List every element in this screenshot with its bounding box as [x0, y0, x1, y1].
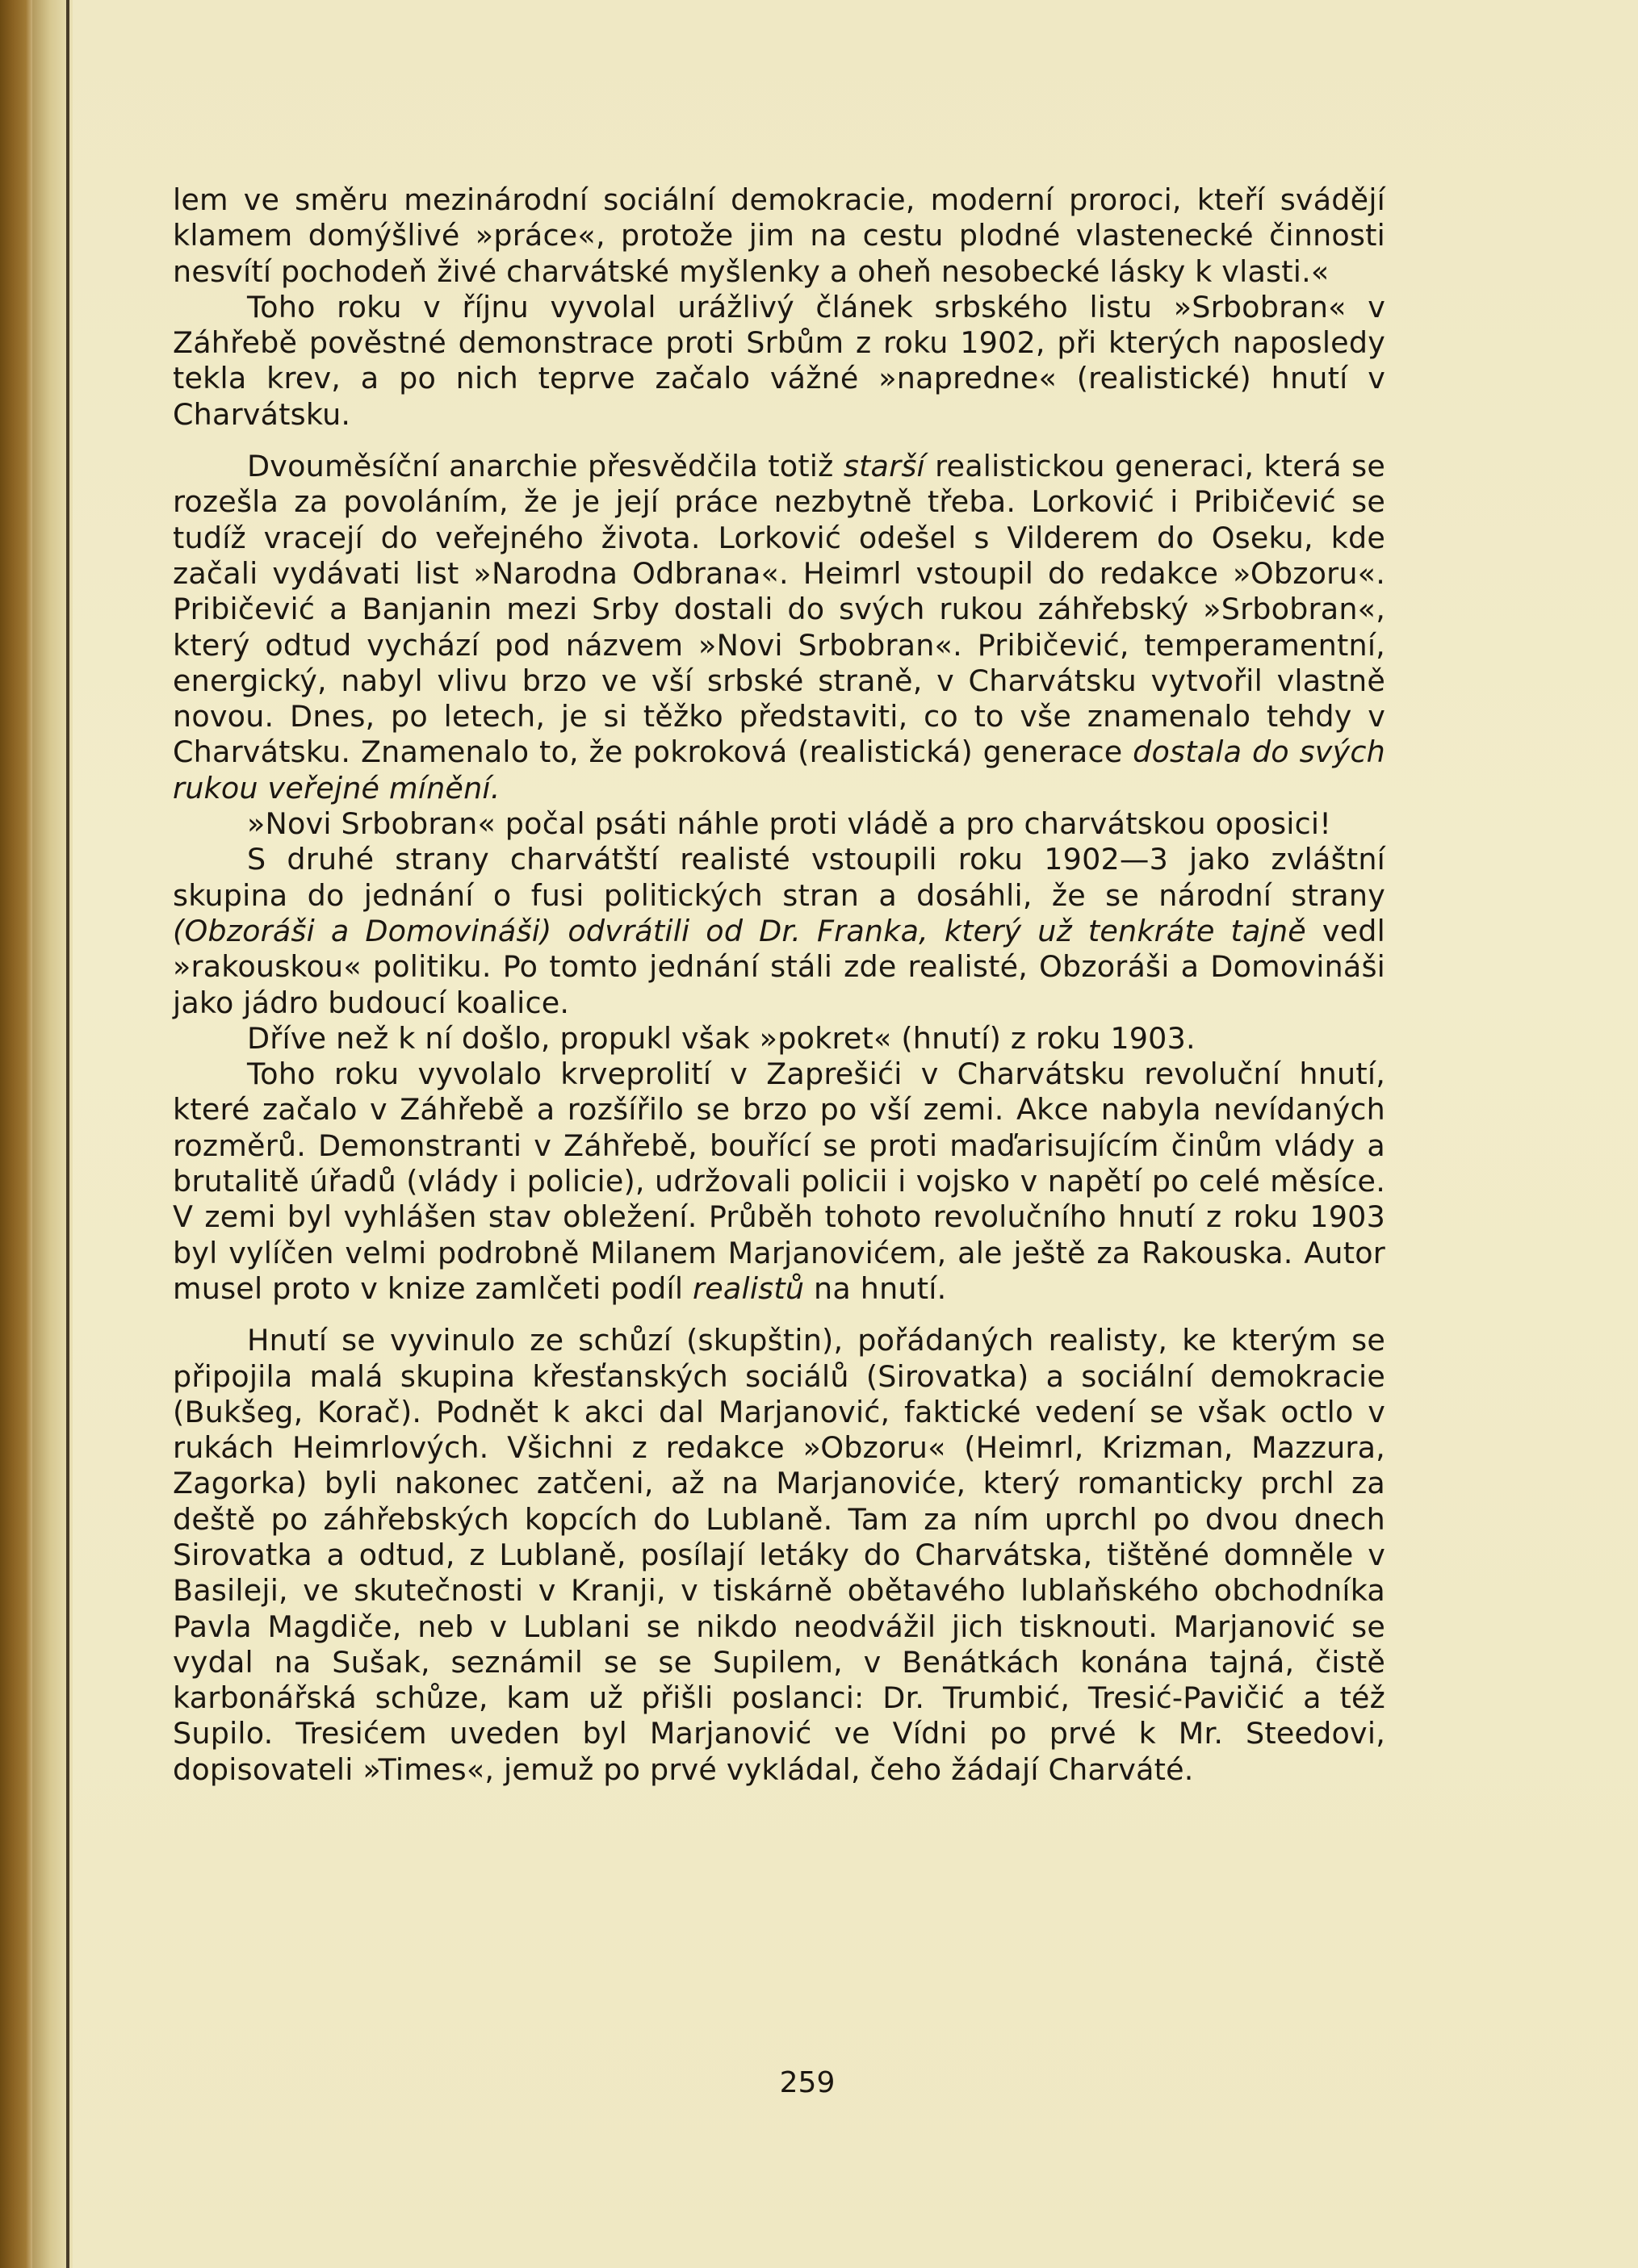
paragraph-text: Toho roku v říjnu vyvolal urážlivý článek srbského listu »Srbobran« v Záhřebě pověstné demonstrace proti Srbům z roku 1902, při kterých naposledy tekla krev, a po nich teprve začalo vážné »napredne« (realistické) hnutí v Charvátsku. — [173, 289, 1385, 432]
emphasis-text: (Obzoráši a Domovináši) odvrátili od Dr. Franka, který už tenkráte tajně — [173, 913, 1306, 948]
book-binding — [0, 0, 32, 2268]
paragraph-text: Dvouměsíční anarchie přesvědčila totiž — [247, 449, 844, 484]
paragraph — [173, 1057, 1385, 1307]
page-text-block — [173, 182, 1385, 1788]
paragraph-text: S druhé strany charvátští realisté vstoupili roku 1902—3 jako zvláštní skupina do jednání o fusi politických stran a dosáhli, že se národní strany — [173, 842, 1385, 913]
paragraph-text: Toho roku vyvolalo krveprolití v Zaprešići v Charvátsku revoluční hnutí, které začalo v Záhřebě a rozšířilo se brzo po vší zemi. Akce nabyla nevídaných rozměrů. Demonstranti v Záhřebě, bouřící se proti maďarisujícím činům vlády a brutalitě úřadů (vlády i policie), udržovali policii i vojsko v napětí po celé měsíce. V zemi byl vyhlášen stav obležení. Průběh tohoto revolučního hnutí z roku 1903 byl vylíčen velmi podrobně Milanem Marjanovićem, ale ještě za Rakouska. Autor musel proto v knize zamlčeti podíl — [173, 1057, 1385, 1306]
paragraph — [173, 449, 1385, 806]
paragraph-text: Dříve než k ní došlo, propukl však »pokret« (hnutí) z roku 1903. — [247, 1020, 1196, 1056]
gutter-line — [66, 0, 69, 2268]
paragraph — [173, 290, 1385, 433]
paragraph — [173, 842, 1385, 1020]
paragraph-text: vedl »rakouskou« politiku. Po tomto jednání stáli zde realisté, Obzoráši a Domovináši jako jádro budoucí koalice. — [173, 913, 1386, 1020]
paragraph-text: realistickou generaci, která se rozešla za povoláním, že je její práce nezbytně třeba. Lorković i Pribičević se tudíž vracejí do veřejného života. Lorković odešel s Vilderem do Oseku, kde začali vydávati list »Narodna Odbrana«. Heimrl vstoupil do redakce »Obzoru«. Pribičević a Banjanin mezi Srby dostali do svých rukou záhřebský »Srbobran«, který odtud vychází pod názvem »Novi Srbobran«. Pribičević, temperamentní, energický, nabyl vlivu brzo ve vší srbské straně, v Charvátsku vytvořil vlastně novou. Dnes, po letech, je si těžko představiti, co to vše znamenalo tehdy v Charvátsku. Znamenalo to, že pokroková (realistická) generace — [173, 449, 1385, 770]
paragraph — [173, 806, 1385, 842]
emphasis-text: starší — [843, 449, 925, 484]
emphasis-text: realistů — [693, 1270, 805, 1306]
paragraph — [173, 1021, 1385, 1057]
emphasis-text: dostala do svých rukou veřejné mínění. — [173, 734, 1385, 806]
paragraph — [173, 182, 1385, 290]
paragraph — [173, 1323, 1385, 1788]
paragraph-text: na hnutí. — [804, 1270, 947, 1306]
paragraph-text: »Novi Srbobran« počal psáti náhle proti vládě a pro charvátskou oposici! — [247, 806, 1332, 842]
paragraph-text: lem ve směru mezinárodní sociální demokracie, moderní proroci, kteří svádějí klamem domýšlivé »práce«, protože jim na cestu plodné vlastenecké činnosti nesvítí pochodeň živé charvátské myšlenky a oheň nesobecké lásky k vlasti.« — [173, 182, 1385, 289]
paragraph-text: Hnutí se vyvinulo ze schůzí (skupštin), pořádaných realisty, ke kterým se připojila malá skupina křesťanských sociálů (Sirovatka) a sociální demokracie (Bukšeg, Korač). Podnět k akci dal Marjanović, faktické vedení se však octlo v rukách Heimrlových. Všichni z redakce »Obzoru« (Heimrl, Krizman, Mazzura, Zagorka) byli nakonec zatčeni, až na Marjanoviće, který romanticky prchl za deště po záhřebských kopcích do Lublaně. Tam za ním uprchl po dvou dnech Sirovatka a odtud, z Lublaně, posílají letáky do Charvátska, tištěné domněle v Basileji, ve skutečnosti v Kranji, v tiskárně obětavého lublaňského obchodníka Pavla Magdiče, neb v Lublani se nikdo neodvážil jich tisknouti. Marjanović se vydal na Sušak, seznámil se se Supilem, v Benátkách konána tajná, čistě karbonářská schůze, kam už přišli poslanci: Dr. Trumbić, Tresić-Pavičić a též Supilo. Tresićem uveden byl Marjanović ve Vídni po prvé k Mr. Steedovi, dopisovateli »Times«, jemuž po prvé vykládal, čeho žádají Charváté. — [173, 1323, 1385, 1787]
page-number: 259 — [779, 2066, 836, 2099]
